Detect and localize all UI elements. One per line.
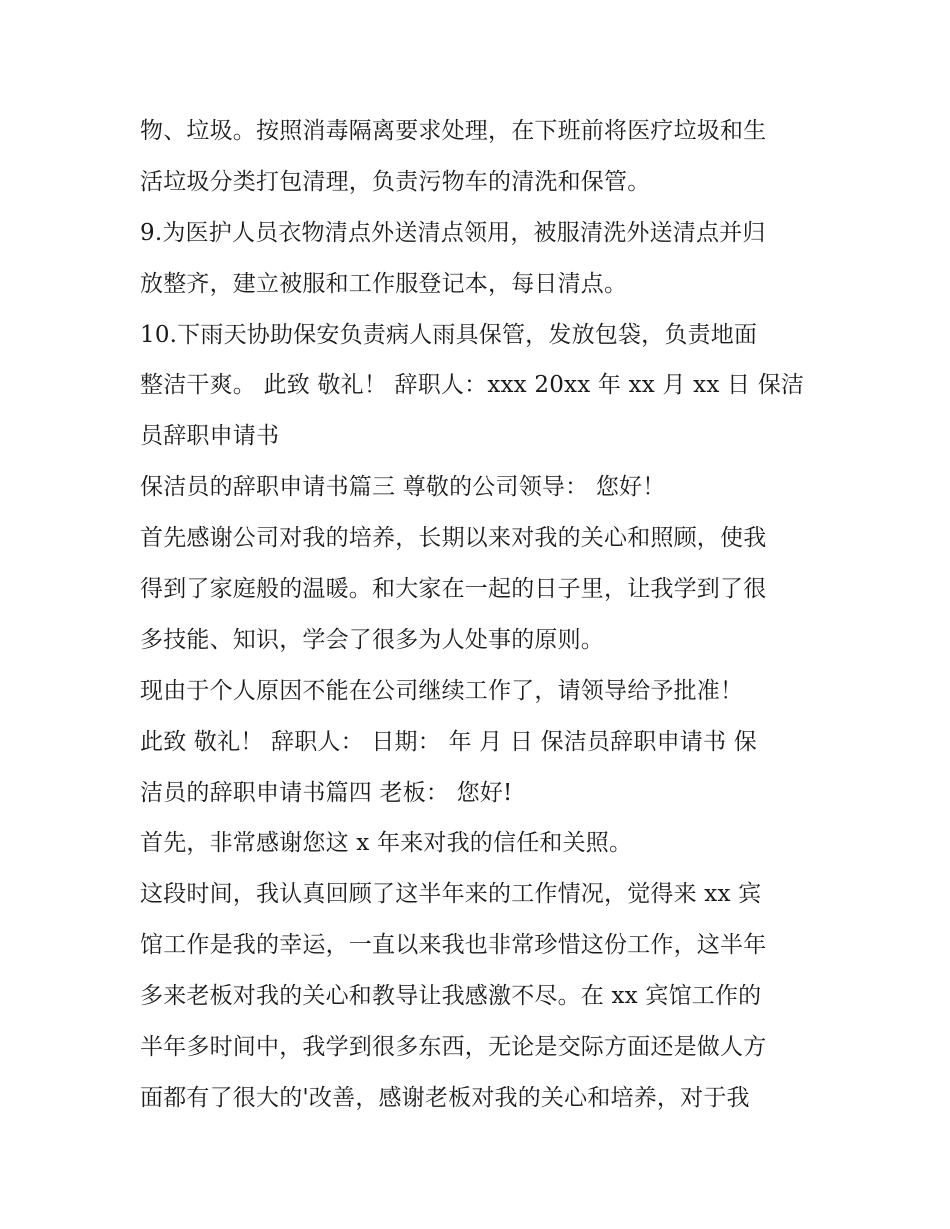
text-line: 活垃圾分类打包清理，负责污物车的清洗和保管。 [140, 168, 651, 195]
text-line: 整洁干爽。 此致 敬礼！ 辞职人：xxx 20xx 年 xx 月 xx 日 保洁 [140, 372, 805, 399]
text-line: 首先感谢公司对我的培养，长期以来对我的关心和照顾，使我 [140, 525, 767, 552]
text-line: 半年多时间中，我学到很多东西，无论是交际方面还是做人方 [140, 1034, 767, 1061]
text-line: 9.为医护人员衣物清点外送清点领用，被服清洗外送清点并归 [140, 219, 766, 246]
text-line: 现由于个人原因不能在公司继续工作了，请领导给予批准！ [140, 677, 744, 704]
text-line: 馆工作是我的幸运，一直以来我也非常珍惜这份工作，这半年 [140, 932, 767, 959]
text-line: 放整齐，建立被服和工作服登记本，每日清点。 [140, 270, 628, 297]
text-line: 洁员的辞职申请书篇四 老板： 您好! [140, 779, 513, 806]
text-line: 多来老板对我的关心和教导让我感激不尽。在 xx 宾馆工作的 [140, 983, 762, 1010]
text-line: 此致 敬礼！ 辞职人： 日期： 年 月 日 保洁员辞职申请书 保 [140, 728, 757, 755]
text-line: 保洁员的辞职申请书篇三 尊敬的公司领导： 您好！ [140, 474, 666, 501]
text-line: 员辞职申请书 [140, 423, 280, 450]
text-line: 得到了家庭般的温暖。和大家在一起的日子里，让我学到了很 [140, 576, 767, 603]
text-line: 物、垃圾。按照消毒隔离要求处理，在下班前将医疗垃圾和生 [140, 118, 767, 144]
text-line: 这段时间，我认真回顾了这半年来的工作情况，觉得来 xx 宾 [140, 881, 762, 908]
text-line: 面都有了很大的'改善，感谢老板对我的关心和培养，对于我 [140, 1084, 750, 1111]
text-line: 多技能、知识，学会了很多为人处事的原则。 [140, 626, 604, 653]
text-line: 首先，非常感谢您这 x 年来对我的信任和关照。 [140, 830, 633, 857]
text-line: 10.下雨天协助保安负责病人雨具保管，发放包袋，负责地面 [140, 321, 758, 348]
document-body [140, 106, 820, 1124]
